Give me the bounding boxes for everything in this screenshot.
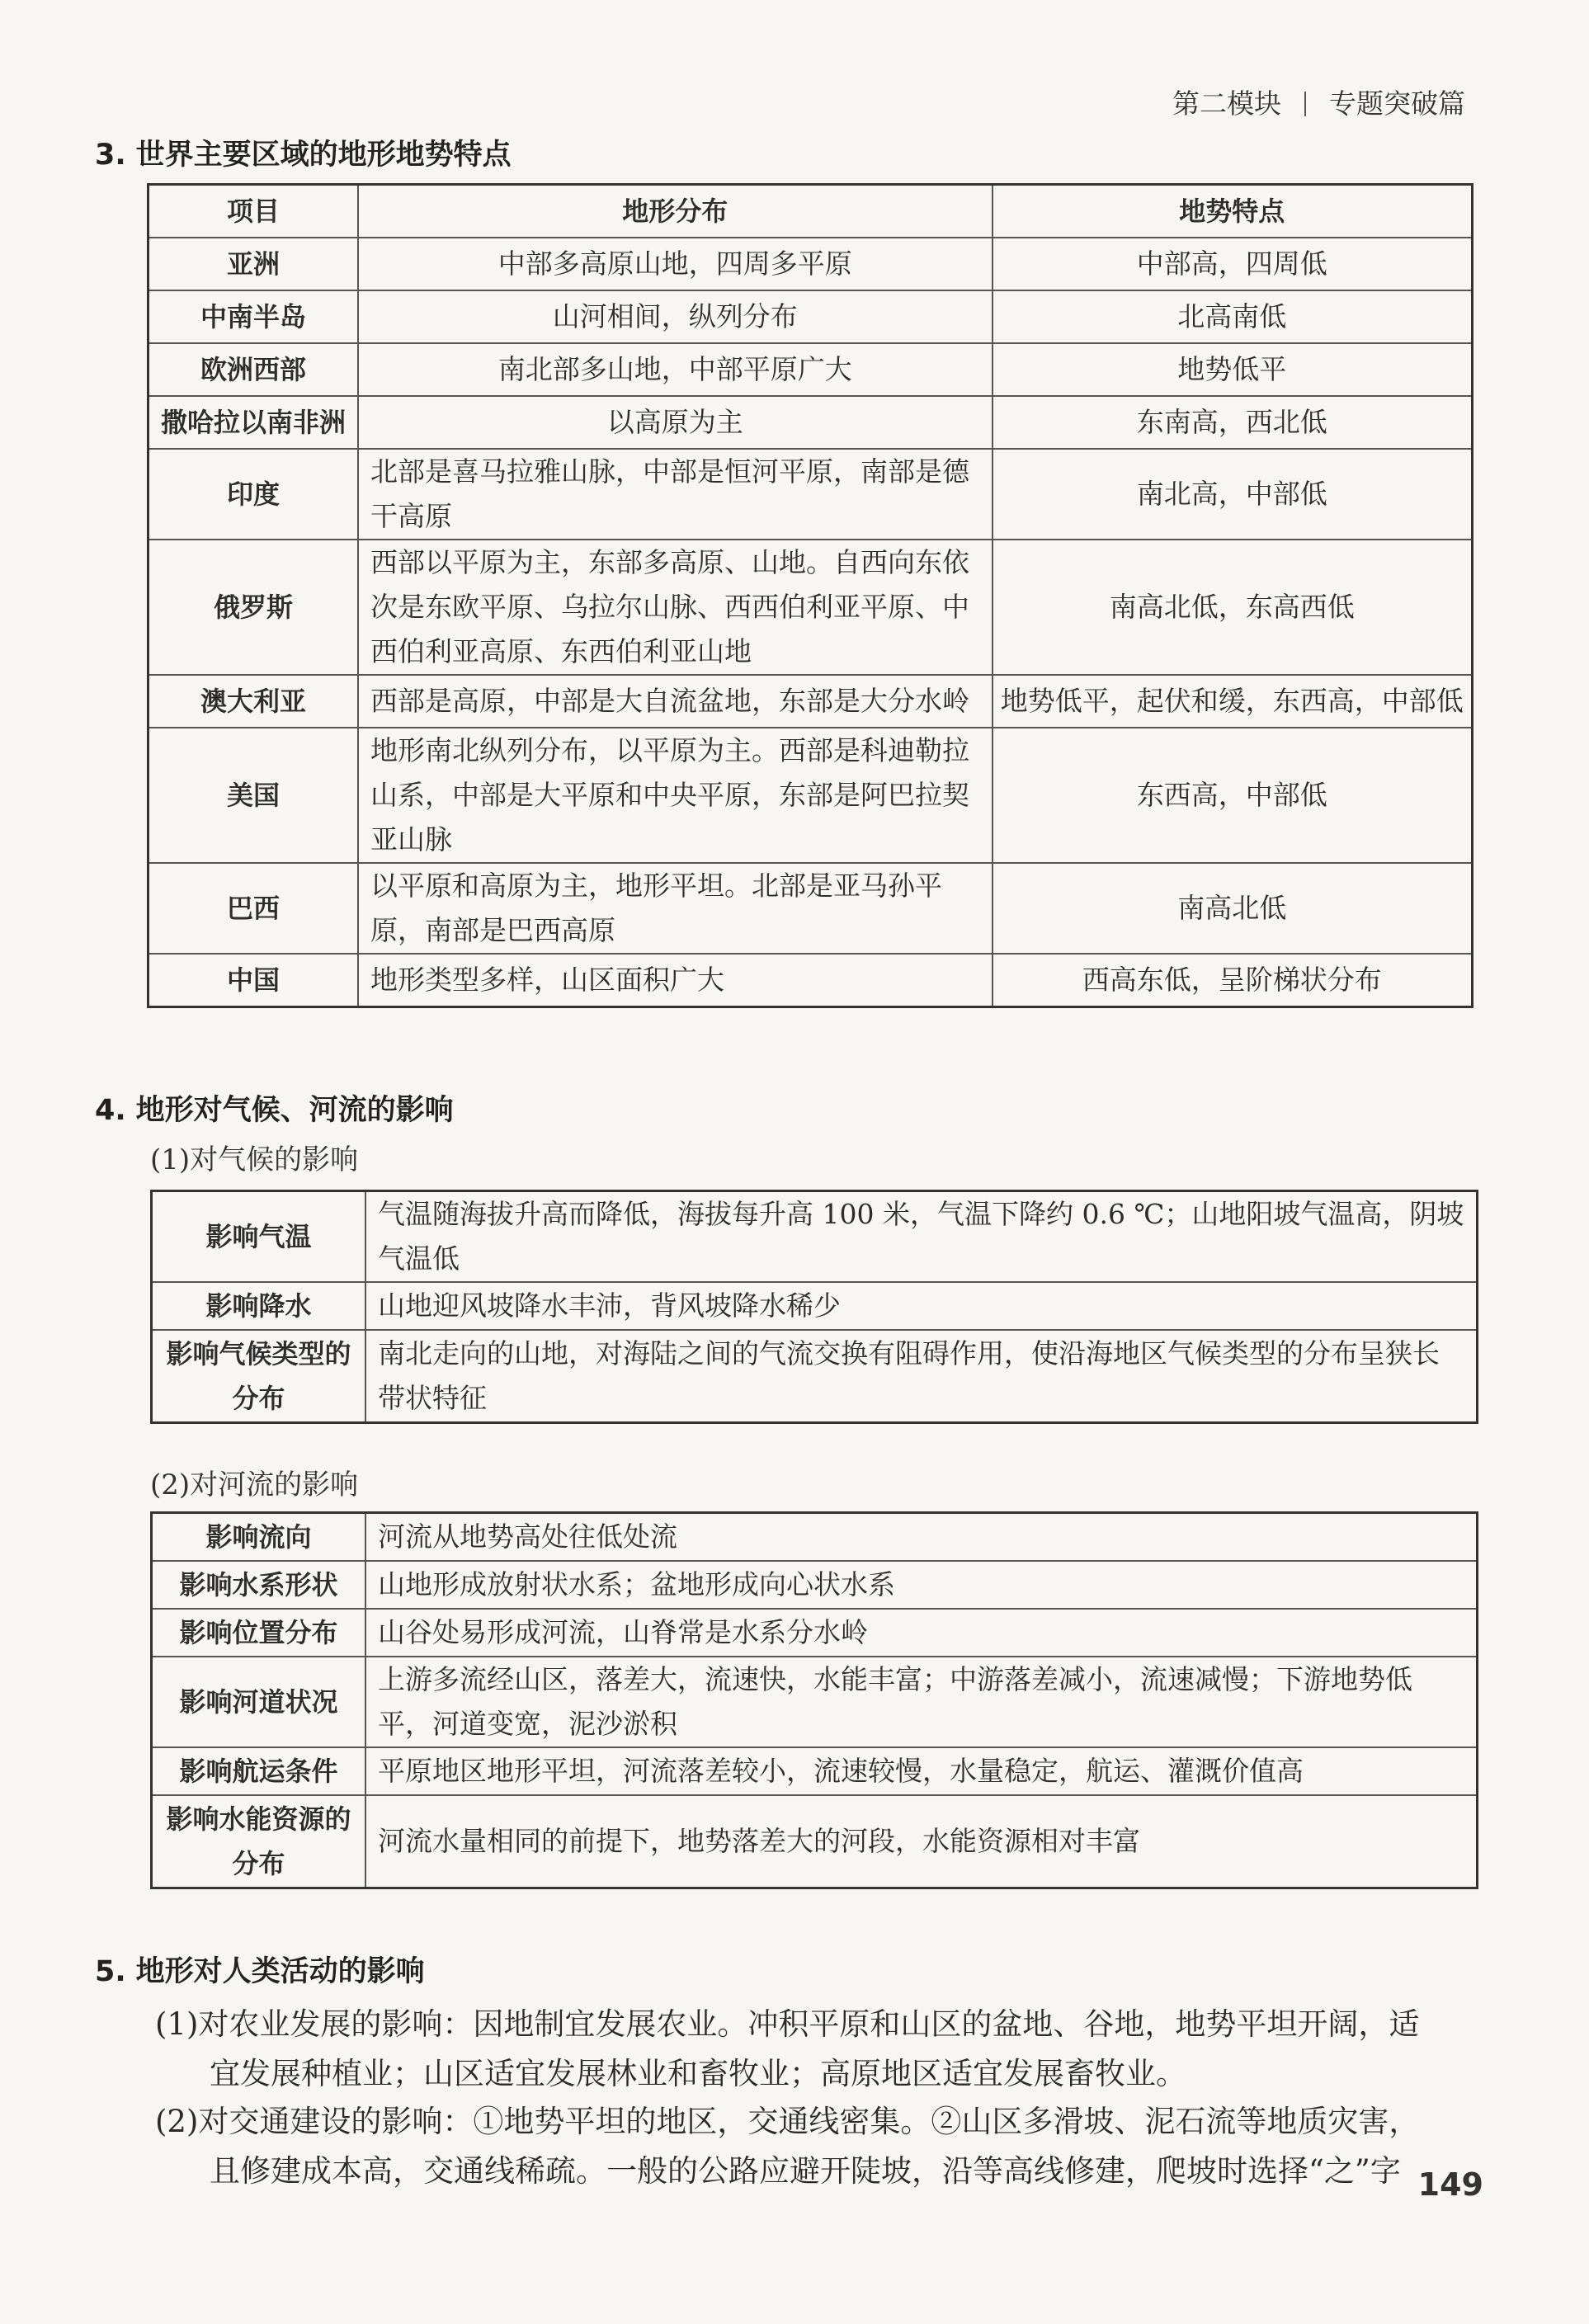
terrain-cell: 南北部多山地，中部平原广大: [358, 343, 993, 396]
header-section: 专题突破篇: [1329, 87, 1465, 120]
terrain-cell: 地形类型多样，山区面积广大: [358, 954, 993, 1007]
region-name: 欧洲西部: [149, 343, 359, 396]
section-number: 3.: [95, 139, 126, 172]
table-row: [152, 1330, 1478, 1423]
region-name: 中南半岛: [149, 290, 359, 343]
region-name: 俄罗斯: [149, 540, 359, 675]
terrain-cell: 西部是高原，中部是大自流盆地，东部是大分水岭: [358, 675, 993, 728]
influence-label: 影响河道状况: [152, 1657, 366, 1747]
influence-label: 影响气温: [152, 1191, 366, 1283]
terrain-cell: 中部多高原山地，四周多平原: [358, 238, 993, 290]
influence-text: 平原地区地形平坦，河流落差较小，流速较慢，水量稳定，航运、灌溉价值高: [365, 1747, 1477, 1795]
influence-label: 影响水能资源的分布: [152, 1795, 366, 1888]
table-row: [149, 863, 1473, 954]
region-name: 中国: [149, 954, 359, 1007]
paragraph-line: 宜发展种植业；山区适宜发展林业和畜牧业；高原地区适宜发展畜牧业。: [210, 2056, 1186, 2091]
table-row: [152, 1561, 1478, 1609]
running-header: [1172, 82, 1465, 121]
influence-text: 气温随海拔升高而降低，海拔每升高 100 米，气温下降约 0.6 ℃；山地阳坡气温高，阴坡气温低: [365, 1191, 1477, 1283]
influence-text: 山地形成放射状水系；盆地形成向心状水系: [365, 1561, 1477, 1609]
paragraph-line: (1)对农业发展的影响：因地制宜发展农业。冲积平原和山区的盆地、谷地，地势平坦开阔，适: [155, 2006, 1420, 2042]
influence-text: 山谷处易形成河流，山脊常是水系分水岭: [365, 1609, 1477, 1657]
slope-cell: 南高北低，东高西低: [993, 540, 1473, 675]
region-name: 巴西: [149, 863, 359, 954]
table-row: [149, 540, 1473, 675]
table-row: [149, 343, 1473, 396]
paragraph-transport: [155, 2097, 1483, 2196]
section-title: 地形对气候、河流的影响: [135, 1094, 454, 1127]
influence-label: 影响位置分布: [152, 1609, 366, 1657]
influence-text: 河流从地势高处往低处流: [365, 1513, 1477, 1562]
table-row: [149, 449, 1473, 540]
table-row: [149, 396, 1473, 449]
page-number: 149: [1417, 2166, 1483, 2203]
table-row: [149, 675, 1473, 728]
column-header: 地形分布: [358, 185, 993, 238]
slope-cell: 中部高，四周低: [993, 238, 1473, 290]
slope-cell: 地势低平: [993, 343, 1473, 396]
region-name: 澳大利亚: [149, 675, 359, 728]
paragraph-line: (2)对交通建设的影响：①地势平坦的地区，交通线密集。②山区多滑坡、泥石流等地质灾害，: [155, 2104, 1420, 2139]
terrain-cell: 地形南北纵列分布，以平原为主。西部是科迪勒拉山系，中部是大平原和中央平原，东部是阿巴拉契亚山脉: [358, 728, 993, 863]
table-row: [152, 1609, 1478, 1657]
slope-cell: 南北高，中部低: [993, 449, 1473, 540]
table-row: [152, 1513, 1478, 1562]
table-row: [152, 1795, 1478, 1888]
climate-influence-table: [150, 1190, 1478, 1424]
subsection-river: (2)对河流的影响: [150, 1468, 359, 1501]
table-row: [152, 1657, 1478, 1747]
section-number: 5.: [95, 1955, 126, 1988]
table-row: [152, 1191, 1478, 1283]
influence-label: 影响航运条件: [152, 1747, 366, 1795]
river-influence-table: [150, 1511, 1478, 1889]
region-name: 亚洲: [149, 238, 359, 290]
influence-label: 影响降水: [152, 1282, 366, 1330]
influence-label: 影响气候类型的分布: [152, 1330, 366, 1423]
section-number: 4.: [95, 1094, 126, 1127]
section-3-heading: [95, 132, 512, 173]
subsection-climate: (1)对气候的影响: [150, 1143, 359, 1176]
slope-cell: 东南高，西北低: [993, 396, 1473, 449]
slope-cell: 西高东低，呈阶梯状分布: [993, 954, 1473, 1007]
terrain-cell: 北部是喜马拉雅山脉，中部是恒河平原，南部是德干高原: [358, 449, 993, 540]
table-header-row: [149, 185, 1473, 238]
table-row: [152, 1282, 1478, 1330]
terrain-cell: 山河相间，纵列分布: [358, 290, 993, 343]
region-name: 美国: [149, 728, 359, 863]
influence-label: 影响流向: [152, 1513, 366, 1562]
section-title: 世界主要区域的地形地势特点: [135, 139, 512, 172]
table-row: [152, 1747, 1478, 1795]
region-terrain-table: [147, 183, 1473, 1008]
section-4-heading: [95, 1087, 454, 1129]
table-row: [149, 238, 1473, 290]
terrain-cell: 西部以平原为主，东部多高原、山地。自西向东依次是东欧平原、乌拉尔山脉、西西伯利亚平原、中西伯利亚高原、东西伯利亚山地: [358, 540, 993, 675]
terrain-cell: 以平原和高原为主，地形平坦。北部是亚马孙平原，南部是巴西高原: [358, 863, 993, 954]
paragraph-line: 且修建成本高，交通线稀疏。一般的公路应避开陡坡，沿等高线修建，爬坡时选择“之”字: [210, 2153, 1401, 2189]
slope-cell: 地势低平，起伏和缓，东西高，中部低: [993, 675, 1473, 728]
terrain-cell: 以高原为主: [358, 396, 993, 449]
influence-text: 南北走向的山地，对海陆之间的气流交换有阻碍作用，使沿海地区气候类型的分布呈狭长带状特征: [365, 1330, 1477, 1423]
influence-text: 河流水量相同的前提下，地势落差大的河段，水能资源相对丰富: [365, 1795, 1477, 1888]
influence-text: 上游多流经山区，落差大，流速快，水能丰富；中游落差减小，流速减慢；下游地势低平，河道变宽，泥沙淤积: [365, 1657, 1477, 1747]
table-row: [149, 290, 1473, 343]
header-divider: [1304, 92, 1306, 116]
header-module: 第二模块: [1172, 87, 1281, 120]
table-row: [149, 728, 1473, 863]
section-5-heading: [95, 1949, 425, 1990]
column-header: 地势特点: [993, 185, 1473, 238]
slope-cell: 北高南低: [993, 290, 1473, 343]
region-name: 印度: [149, 449, 359, 540]
table-row: [149, 954, 1473, 1007]
column-header: 项目: [149, 185, 359, 238]
influence-text: 山地迎风坡降水丰沛，背风坡降水稀少: [365, 1282, 1477, 1330]
section-title: 地形对人类活动的影响: [135, 1955, 425, 1988]
slope-cell: 南高北低: [993, 863, 1473, 954]
paragraph-agriculture: [155, 2000, 1483, 2099]
region-name: 撒哈拉以南非洲: [149, 396, 359, 449]
slope-cell: 东西高，中部低: [993, 728, 1473, 863]
influence-label: 影响水系形状: [152, 1561, 366, 1609]
